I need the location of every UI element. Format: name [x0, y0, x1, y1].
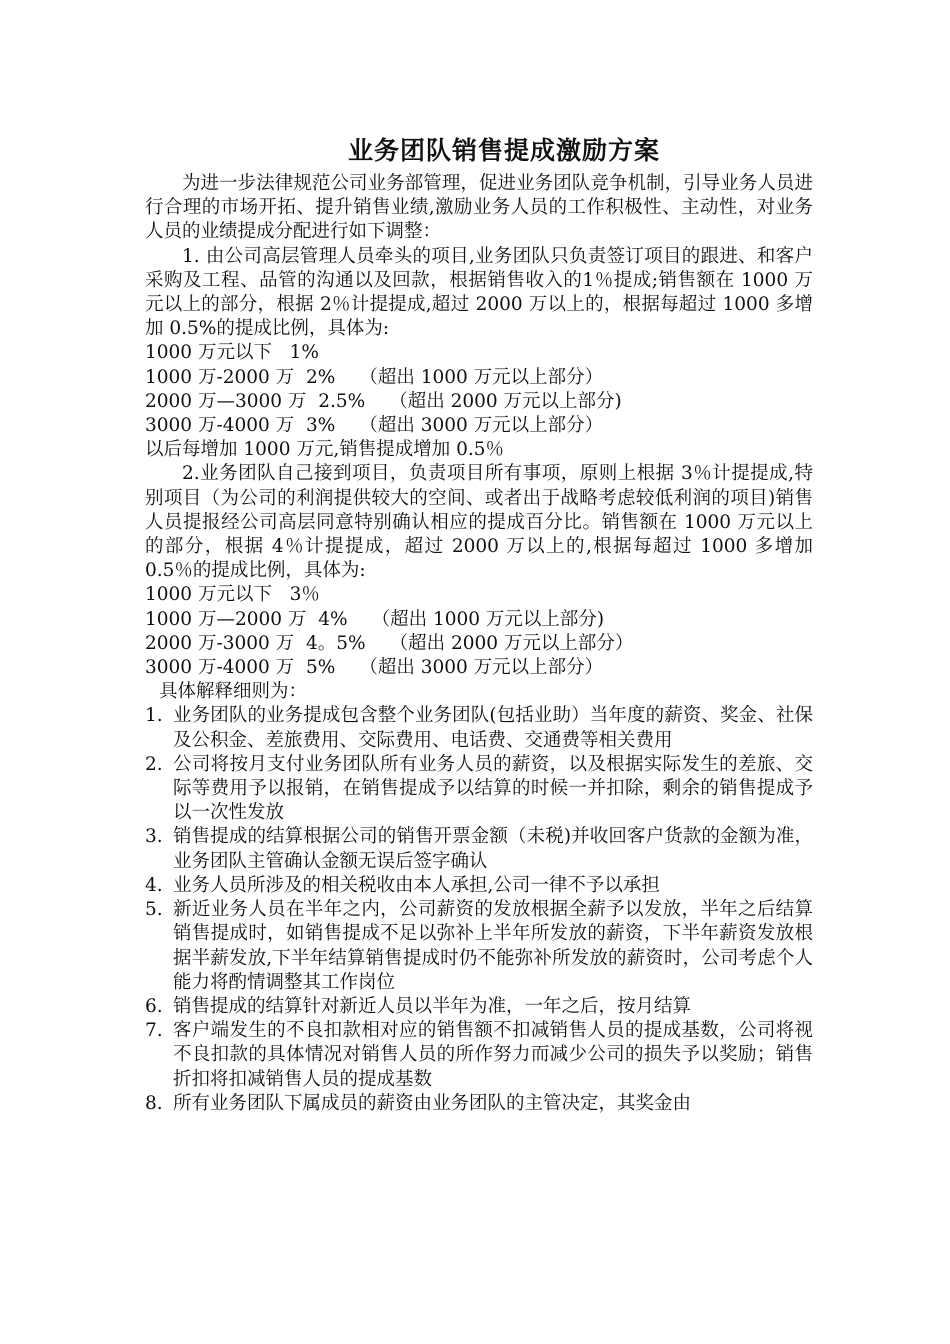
tier-rate: 4。5% [305, 632, 366, 654]
tier-range: 1000 万元以下 [145, 584, 272, 606]
list-number: 2. [145, 753, 163, 775]
tier-note: （超出 1000 万元以上部分) [371, 608, 605, 630]
list-text: 业务人员所涉及的相关税收由本人承担,公司一律不予以承担 [173, 874, 660, 896]
list-text: 客户端发生的不良扣款相对应的销售额不扣减销售人员的提成基数，公司将视不良扣款的具体情况对销售人员的所作努力而减少公司的损失予以奖励；销售折扣将扣减销售人员的提成基数 [173, 1020, 813, 1090]
section2-tier [145, 583, 813, 607]
tier-rate: 3％ [289, 584, 320, 606]
tier-note: （超出 1000 万元以上部分） [359, 366, 604, 388]
section2-tier [145, 656, 813, 680]
list-item [145, 1092, 813, 1116]
tier-note: （超出 2000 万元以上部分） [389, 632, 634, 654]
list-number: 8. [145, 1092, 163, 1114]
list-number: 4. [145, 874, 163, 896]
document-title: 业务团队销售提成激励方案 [347, 136, 660, 165]
rules-list [145, 704, 813, 1115]
list-text: 销售提成的结算根据公司的销售开票金额（未税)并收回客户货款的金额为准，业务团队主管确认金额无误后签字确认 [173, 826, 813, 872]
list-item [145, 704, 813, 752]
section2-paragraph: 2.业务团队自己接到项目，负责项目所有事项，原则上根据 3％计提提成,特别项目（为公司的利润提供较大的空间、或者出于战略考虑较低利润的项目)销售人员提报经公司高层同意特别确认相应的提成百分比。销售额在 1000 万元以上的部分，根据 4％计提提成，超过 2000 万以上的,根据每超过 1000 多增加 0.5％的提成比例，具体为: [145, 463, 813, 582]
list-item [145, 825, 813, 873]
list-item [145, 874, 813, 898]
tier-range: 1000 万—2000 万 [145, 608, 307, 630]
tier-rate: 3% [305, 415, 336, 437]
list-item [145, 1019, 813, 1092]
list-text: 销售提成的结算针对新近人员以半年为准，一年之后，按月结算 [173, 995, 692, 1017]
list-text: 所有业务团队下属成员的薪资由业务团队的主管决定，其奖金由 [173, 1092, 692, 1114]
tier-range: 3000 万-4000 万 [145, 415, 295, 437]
tier-range: 3000 万-4000 万 [145, 657, 295, 679]
section1-after: 以后每增加 1000 万元,销售提成增加 0.5％ [145, 439, 505, 461]
list-number: 3. [145, 826, 163, 848]
section1-tier [145, 414, 813, 438]
section1-paragraph: 1. 由公司高层管理人员牵头的项目,业务团队只负责签订项目的跟进、和客户采购及工程、品管的沟通以及回款，根据销售收入的1％提成;销售额在 1000 万元以上的部分，根据 2％计提提成,超过 2000 万以上的，根据每超过 1000 多增加 0.5%的提成比例，具体为: [145, 245, 813, 340]
tier-range: 2000 万-3000 万 [145, 632, 295, 654]
tier-rate: 1% [289, 342, 319, 364]
tier-rate: 5% [305, 657, 336, 679]
section1-tier [145, 341, 813, 365]
tier-range: 2000 万—3000 万 [145, 390, 307, 412]
document-body [145, 134, 813, 1116]
tier-rate: 2% [305, 366, 336, 388]
section2-tier [145, 632, 813, 656]
tier-rate: 2.5% [318, 390, 366, 412]
rules-heading: 具体解释细则为： [159, 681, 308, 703]
list-item [145, 898, 813, 995]
tier-note: （超出 3000 万元以上部分） [359, 657, 604, 679]
list-text: 业务团队的业务提成包含整个业务团队(包括业助）当年度的薪资、奖金、社保及公积金、差旅费用、交际费用、电话费、交通费等相关费用 [173, 705, 813, 751]
list-number: 1. [145, 705, 163, 727]
section1-tier [145, 366, 813, 390]
tier-rate: 4% [318, 608, 348, 630]
intro-paragraph: 为进一步法律规范公司业务部管理，促进业务团队竞争机制，引导业务人员进行合理的市场开拓、提升销售业绩,激励业务人员的工作积极性、主动性，对业务人员的业绩提成分配进行如下调整： [145, 173, 813, 243]
list-number: 5. [145, 899, 163, 921]
list-text: 公司将按月支付业务团队所有业务人员的薪资，以及根据实际发生的差旅、交际等费用予以报销，在销售提成予以结算的时候一并扣除，剩余的销售提成予以一次性发放 [173, 753, 813, 824]
list-text: 新近业务人员在半年之内，公司薪资的发放根据全薪予以发放，半年之后结算销售提成时，如销售提成不足以弥补上半年所发放的薪资，下半年薪资发放根据半薪发放,下半年结算销售提成时仍不能弥补所发放的薪资时，公司考虑个人能力将酌情调整其工作岗位 [173, 899, 813, 993]
list-number: 6. [145, 995, 163, 1017]
tier-range: 1000 万元以下 [145, 342, 272, 364]
list-number: 7. [145, 1020, 163, 1042]
section1-tier [145, 390, 813, 414]
tier-range: 1000 万-2000 万 [145, 366, 295, 388]
tier-note: （超出 2000 万元以上部分) [389, 390, 622, 412]
list-item [145, 995, 813, 1019]
section2-tier [145, 608, 813, 632]
tier-note: （超出 3000 万元以上部分） [359, 415, 604, 437]
list-item [145, 753, 813, 826]
